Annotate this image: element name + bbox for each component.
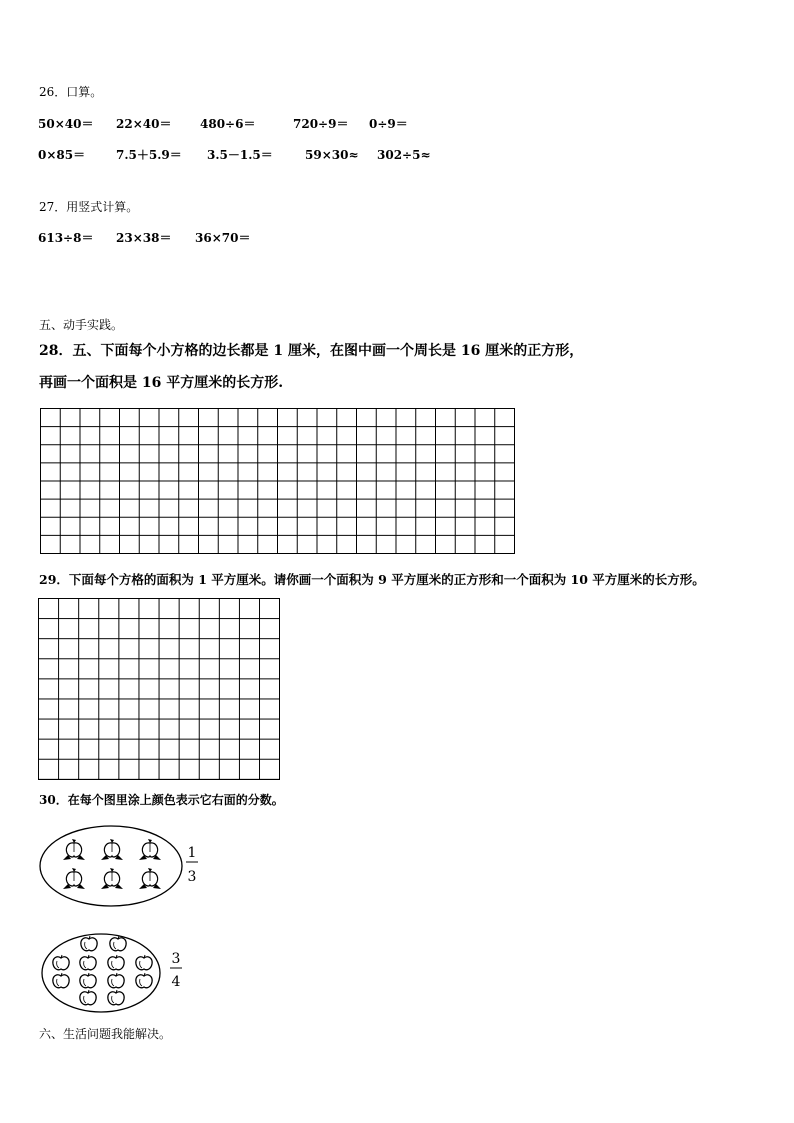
q26-r1-c1: 50×40＝ bbox=[38, 117, 94, 131]
peach-icon bbox=[139, 868, 161, 889]
q27-c1: 613÷8＝ bbox=[38, 231, 94, 245]
peach-icon bbox=[63, 868, 85, 889]
q28-grid[interactable] bbox=[40, 408, 515, 554]
q30-figure2[interactable] bbox=[40, 932, 185, 1017]
q30-fig2-denominator: 4 bbox=[171, 974, 181, 990]
apple-icon bbox=[108, 973, 124, 988]
q26-r2-c4: 59×30≈ bbox=[305, 148, 359, 162]
apple-icon bbox=[108, 955, 124, 970]
section-6-heading: 六、生活问题我能解决。 bbox=[39, 1027, 172, 1041]
peach-icon bbox=[139, 839, 161, 860]
q26-r1-c2: 22×40＝ bbox=[116, 117, 172, 131]
peach-icon bbox=[101, 839, 123, 860]
q30-fig2-numerator: 3 bbox=[171, 951, 181, 967]
apple-icon bbox=[53, 973, 69, 988]
apple-icon bbox=[110, 936, 126, 951]
q26-r1-c5: 0÷9＝ bbox=[369, 117, 408, 131]
q27-c2: 23×38＝ bbox=[116, 231, 172, 245]
q26-r2-c1: 0×85＝ bbox=[38, 148, 86, 162]
apple-icon bbox=[80, 973, 96, 988]
q28-line1: 28．五、下面每个小方格的边长都是 1 厘米，在图中画一个周长是 16 厘米的正方形， bbox=[39, 343, 584, 359]
q28-line2: 再画一个面积是 16 平方厘米的长方形. bbox=[39, 375, 284, 391]
q29-text: 29．下面每个方格的面积为 1 平方厘米。请你画一个面积为 9 平方厘米的正方形和一个面积为 10 平方厘米的长方形。 bbox=[39, 572, 705, 587]
apple-icon bbox=[80, 990, 96, 1005]
q30-fig1-denominator: 3 bbox=[187, 869, 197, 885]
q30-fig2-oval bbox=[42, 934, 160, 1012]
apple-icon bbox=[136, 973, 152, 988]
q26-title: 26．口算。 bbox=[39, 85, 103, 99]
q30-fig1-oval bbox=[40, 826, 182, 906]
q30-figure1[interactable] bbox=[38, 824, 198, 912]
apple-icon bbox=[81, 936, 97, 951]
apple-icon bbox=[136, 955, 152, 970]
q26-r1-c4: 720÷9＝ bbox=[293, 117, 349, 131]
q26-r1-c3: 480÷6＝ bbox=[200, 117, 256, 131]
q30-fig1-numerator: 1 bbox=[187, 845, 197, 861]
q30-title: 30．在每个图里涂上颜色表示它右面的分数。 bbox=[39, 793, 284, 807]
peach-icon bbox=[101, 868, 123, 889]
apple-icon bbox=[53, 955, 69, 970]
q26-r2-c5: 302÷5≈ bbox=[377, 148, 431, 162]
apple-icon bbox=[80, 955, 96, 970]
q27-c3: 36×70＝ bbox=[195, 231, 251, 245]
q26-r2-c3: 3.5－1.5＝ bbox=[207, 148, 273, 162]
apple-icon bbox=[108, 990, 124, 1005]
q27-title: 27．用竖式计算。 bbox=[39, 200, 139, 214]
q29-grid[interactable] bbox=[38, 598, 280, 780]
q26-r2-c2: 7.5＋5.9＝ bbox=[116, 148, 182, 162]
peach-icon bbox=[63, 839, 85, 860]
section-5-heading: 五、动手实践。 bbox=[39, 318, 124, 332]
